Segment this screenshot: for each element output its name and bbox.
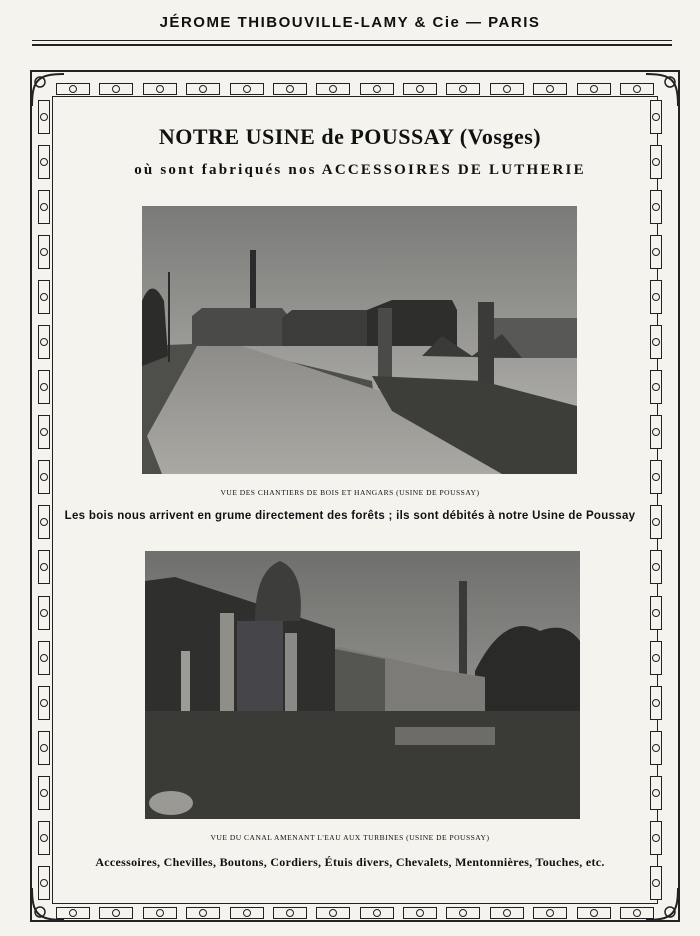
photo-canal-turbines bbox=[145, 551, 580, 819]
knot-ring bbox=[112, 85, 120, 93]
knot-ring bbox=[40, 654, 48, 662]
celtic-knot-icon bbox=[38, 145, 50, 179]
knot-ring bbox=[69, 909, 77, 917]
celtic-knot-icon bbox=[650, 550, 662, 584]
celtic-knot-icon bbox=[38, 235, 50, 269]
knot-ring bbox=[416, 909, 424, 917]
celtic-knot-icon bbox=[650, 415, 662, 449]
header-rule bbox=[32, 40, 672, 41]
knot-ring bbox=[459, 909, 467, 917]
knot-ring bbox=[416, 85, 424, 93]
border-band-left bbox=[37, 100, 51, 900]
knot-ring bbox=[286, 909, 294, 917]
knot-ring bbox=[503, 909, 511, 917]
scroll-corner-icon bbox=[642, 70, 682, 110]
celtic-knot-icon bbox=[650, 641, 662, 675]
knot-ring bbox=[652, 248, 660, 256]
celtic-knot-icon bbox=[533, 83, 567, 95]
celtic-knot-icon bbox=[38, 550, 50, 584]
knot-ring bbox=[286, 85, 294, 93]
knot-ring bbox=[40, 699, 48, 707]
knot-ring bbox=[40, 473, 48, 481]
knot-ring bbox=[652, 383, 660, 391]
knot-ring bbox=[459, 85, 467, 93]
scroll-corner-icon bbox=[28, 884, 68, 924]
celtic-knot-icon bbox=[230, 907, 264, 919]
celtic-knot-icon bbox=[650, 596, 662, 630]
knot-ring bbox=[652, 113, 660, 121]
knot-ring bbox=[243, 909, 251, 917]
celtic-knot-icon bbox=[38, 280, 50, 314]
knot-ring bbox=[329, 909, 337, 917]
celtic-knot-icon bbox=[650, 325, 662, 359]
knot-ring bbox=[40, 203, 48, 211]
knot-ring bbox=[590, 85, 598, 93]
celtic-knot-icon bbox=[143, 83, 177, 95]
celtic-knot-icon bbox=[38, 641, 50, 675]
knot-ring bbox=[40, 338, 48, 346]
knot-ring bbox=[652, 699, 660, 707]
photo-description: Les bois nous arrivent en grume directement des forêts ; ils sont débités à notre Usine de Poussay bbox=[64, 510, 636, 522]
page-header: JÉROME THIBOUVILLE-LAMY & Cie — PARIS bbox=[159, 14, 541, 31]
knot-ring bbox=[156, 85, 164, 93]
knot-ring bbox=[40, 293, 48, 301]
celtic-knot-icon bbox=[38, 190, 50, 224]
knot-ring bbox=[652, 609, 660, 617]
celtic-knot-icon bbox=[38, 686, 50, 720]
border-band-right bbox=[649, 100, 663, 900]
celtic-knot-icon bbox=[38, 415, 50, 449]
celtic-knot-icon bbox=[446, 83, 480, 95]
celtic-knot-icon bbox=[446, 907, 480, 919]
celtic-knot-icon bbox=[38, 776, 50, 810]
knot-ring bbox=[40, 428, 48, 436]
celtic-knot-icon bbox=[186, 907, 220, 919]
knot-ring bbox=[40, 563, 48, 571]
knot-ring bbox=[652, 654, 660, 662]
celtic-knot-icon bbox=[38, 731, 50, 765]
product-list: Accessoires, Chevilles, Boutons, Cordiers, Étuis divers, Chevalets, Mentonnières, Touches, etc. bbox=[95, 855, 605, 869]
celtic-knot-icon bbox=[490, 907, 524, 919]
knot-ring bbox=[40, 383, 48, 391]
knot-ring bbox=[40, 113, 48, 121]
border-band-bottom bbox=[56, 906, 654, 920]
knot-ring bbox=[199, 85, 207, 93]
knot-ring bbox=[652, 293, 660, 301]
celtic-knot-icon bbox=[360, 83, 394, 95]
scroll-corner-icon bbox=[28, 70, 68, 110]
celtic-knot-icon bbox=[99, 907, 133, 919]
celtic-knot-icon bbox=[650, 370, 662, 404]
knot-ring bbox=[652, 744, 660, 752]
celtic-knot-icon bbox=[360, 907, 394, 919]
knot-ring bbox=[633, 909, 641, 917]
celtic-knot-icon bbox=[577, 907, 611, 919]
knot-ring bbox=[40, 158, 48, 166]
celtic-knot-icon bbox=[650, 731, 662, 765]
knot-ring bbox=[199, 909, 207, 917]
knot-ring bbox=[633, 85, 641, 93]
knot-ring bbox=[373, 909, 381, 917]
celtic-knot-icon bbox=[273, 83, 307, 95]
celtic-knot-icon bbox=[403, 907, 437, 919]
knot-ring bbox=[652, 473, 660, 481]
knot-ring bbox=[652, 338, 660, 346]
knot-ring bbox=[652, 428, 660, 436]
knot-ring bbox=[243, 85, 251, 93]
celtic-knot-icon bbox=[316, 907, 350, 919]
celtic-knot-icon bbox=[650, 190, 662, 224]
scroll-corner-icon bbox=[642, 884, 682, 924]
knot-ring bbox=[652, 789, 660, 797]
knot-ring bbox=[40, 609, 48, 617]
celtic-knot-icon bbox=[650, 235, 662, 269]
celtic-knot-icon bbox=[403, 83, 437, 95]
knot-ring bbox=[40, 744, 48, 752]
celtic-knot-icon bbox=[577, 83, 611, 95]
photo-caption: VUE DU CANAL AMENANT L'EAU AUX TURBINES (USINE DE POUSSAY) bbox=[210, 833, 490, 842]
celtic-knot-icon bbox=[650, 686, 662, 720]
celtic-knot-icon bbox=[650, 776, 662, 810]
celtic-knot-icon bbox=[230, 83, 264, 95]
border-band-top bbox=[56, 82, 654, 96]
header-rule-thick bbox=[32, 44, 672, 46]
celtic-knot-icon bbox=[490, 83, 524, 95]
knot-ring bbox=[40, 789, 48, 797]
celtic-knot-icon bbox=[650, 280, 662, 314]
knot-ring bbox=[546, 909, 554, 917]
celtic-knot-icon bbox=[316, 83, 350, 95]
knot-ring bbox=[329, 85, 337, 93]
knot-ring bbox=[112, 909, 120, 917]
celtic-knot-icon bbox=[38, 325, 50, 359]
celtic-knot-icon bbox=[99, 83, 133, 95]
page-title: NOTRE USINE de POUSSAY (Vosges) bbox=[158, 124, 542, 149]
celtic-knot-icon bbox=[38, 596, 50, 630]
knot-ring bbox=[546, 85, 554, 93]
knot-ring bbox=[69, 85, 77, 93]
knot-ring bbox=[503, 85, 511, 93]
knot-ring bbox=[652, 563, 660, 571]
photo-lumber-yard bbox=[142, 206, 577, 474]
celtic-knot-icon bbox=[273, 907, 307, 919]
celtic-knot-icon bbox=[38, 370, 50, 404]
knot-ring bbox=[40, 248, 48, 256]
celtic-knot-icon bbox=[186, 83, 220, 95]
page-subtitle: où sont fabriqués nos ACCESSOIRES DE LUTHERIE bbox=[134, 162, 586, 178]
knot-ring bbox=[590, 909, 598, 917]
celtic-knot-icon bbox=[533, 907, 567, 919]
knot-ring bbox=[156, 909, 164, 917]
celtic-knot-icon bbox=[143, 907, 177, 919]
photo-caption: VUE DES CHANTIERS DE BOIS ET HANGARS (USINE DE POUSSAY) bbox=[220, 488, 480, 497]
knot-ring bbox=[373, 85, 381, 93]
knot-ring bbox=[652, 203, 660, 211]
